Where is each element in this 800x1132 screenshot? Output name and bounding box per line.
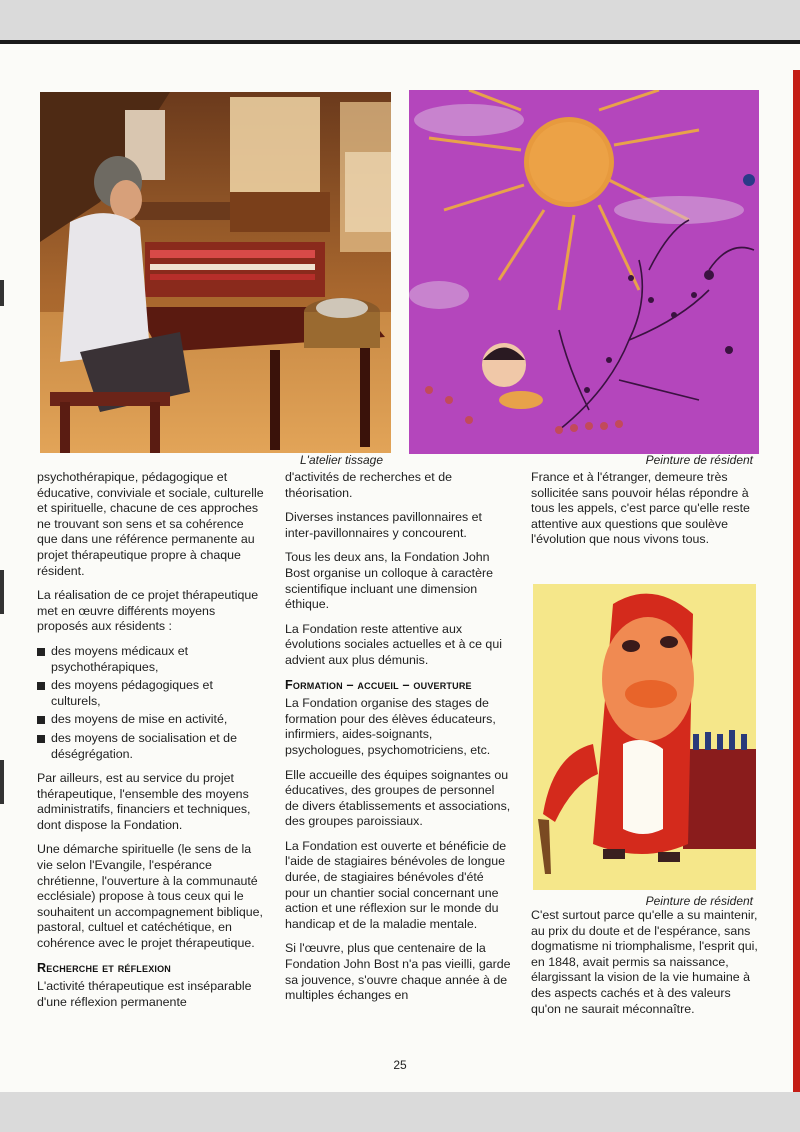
text-column-2 [285, 470, 511, 1013]
document-page [0, 40, 800, 1092]
caption-painting-top: Peinture de résident [645, 453, 753, 467]
section-heading: Recherche et réflexion [37, 960, 172, 975]
left-edge-mark [0, 760, 4, 804]
paragraph: La réalisation de ce projet thérapeutique met en œuvre différents moyens proposés aux résidents : [37, 588, 259, 634]
paragraph: C'est surtout parce qu'elle a su maintenir, au prix du doute et de l'espérance, sans dogmatisme ni triomphalisme, l'esprit qui, en 1848, avait permis sa naissance, élargissant la vision de la vie humaine à des aspects cachés et à des valeurs qu'on ne saurait méconnaître. [531, 908, 758, 1016]
paragraph: France et à l'étranger, demeure très sollicitée sans pouvoir hélas répondre à tous les appels, c'est parce qu'elle reste attentive aux questions que soulève l'évolution que nous vivons tous. [531, 470, 750, 547]
paragraph: d'activités de recherches et de théorisation. [285, 470, 452, 500]
viewer-top-bar [0, 0, 800, 40]
paragraph: Par ailleurs, est au service du projet thérapeutique, l'ensemble des moyens administratifs, financiers et techniques, dont dispose la Fondation. [37, 771, 251, 832]
left-edge-mark [0, 280, 4, 306]
list-item: des moyens médicaux et psychothérapiques, [37, 644, 265, 675]
paragraph: La Fondation est ouverte et bénéficie de l'aide de stagiaires bénévoles de longue durée, de stagiaires bénévoles d'été pour un chantier social concernant une action et une réflexion sur le monde du handicap et de la maladie mentale. [285, 838, 507, 931]
text-column-3-continued [531, 908, 761, 1026]
paragraph: Si l'œuvre, plus que centenaire de la Fondation John Bost n'a pas vieilli, garde sa jouvence, s'ouvre chaque année à de multiples échanges en [285, 941, 511, 1003]
resident-painting-figure [533, 584, 756, 890]
paragraph: Elle accueille des équipes soignantes ou éducatives, des groupes de personnel de divers établissements et associations, des groupes paroissiaux. [285, 767, 511, 829]
top-rule [0, 40, 800, 44]
weaving-workshop-photo [40, 92, 391, 453]
paragraph: Tous les deux ans, la Fondation John Bost organise un colloque à caractère scientifique incluant une dimension éthique. [285, 550, 494, 612]
paragraph: L'activité thérapeutique est inséparable d'une réflexion permanente [37, 979, 252, 1009]
list-item: des moyens pédagogiques et culturels, [37, 678, 265, 709]
paragraph: Diverses instances pavillonnaires et inter-pavillonnaires y concourent. [285, 510, 482, 540]
resident-painting-sun [409, 90, 759, 454]
list-item: des moyens de socialisation et de déségrégation. [37, 731, 265, 762]
list-item: des moyens de mise en activité, [37, 712, 265, 728]
viewer-bottom-bar [0, 1092, 800, 1132]
page-number: 25 [393, 1058, 407, 1072]
caption-weaving: L'atelier tissage [299, 453, 383, 467]
paragraph: La Fondation reste attentive aux évolutions sociales actuelles et à ce qui advient aux plus démunis. [285, 621, 502, 667]
text-column-3 [531, 470, 761, 557]
section-heading: Formation – accueil – ouverture [285, 677, 472, 692]
left-edge-mark [0, 570, 4, 614]
text-column-1 [37, 470, 265, 1019]
paragraph: La Fondation organise des stages de formation pour des élèves éducateurs, infirmiers, aides-soignants, psychologues, psychomotriciens, etc. [285, 696, 496, 757]
caption-painting-bottom: Peinture de résident [645, 894, 753, 908]
means-list [37, 644, 265, 762]
paragraph: Une démarche spirituelle (le sens de la vie selon l'Evangile, l'espérance chrétienne, l'ouverture à la communauté ecclésiale) propose à tous ceux qui le souhaitent un accompagnement biblique, pastoral, cultuel et catéchétique, en cohérence avec le projet thérapeutique. [37, 842, 263, 951]
right-red-edge [793, 70, 800, 1092]
paragraph: psychothérapique, pédagogique et éducative, conviviale et sociale, culturelle et spirituelle, chacune de ces approches ne trouvant son sens et sa cohérence que dans une référence permanente au projet thérapeutique propre à chaque résident. [37, 470, 264, 578]
